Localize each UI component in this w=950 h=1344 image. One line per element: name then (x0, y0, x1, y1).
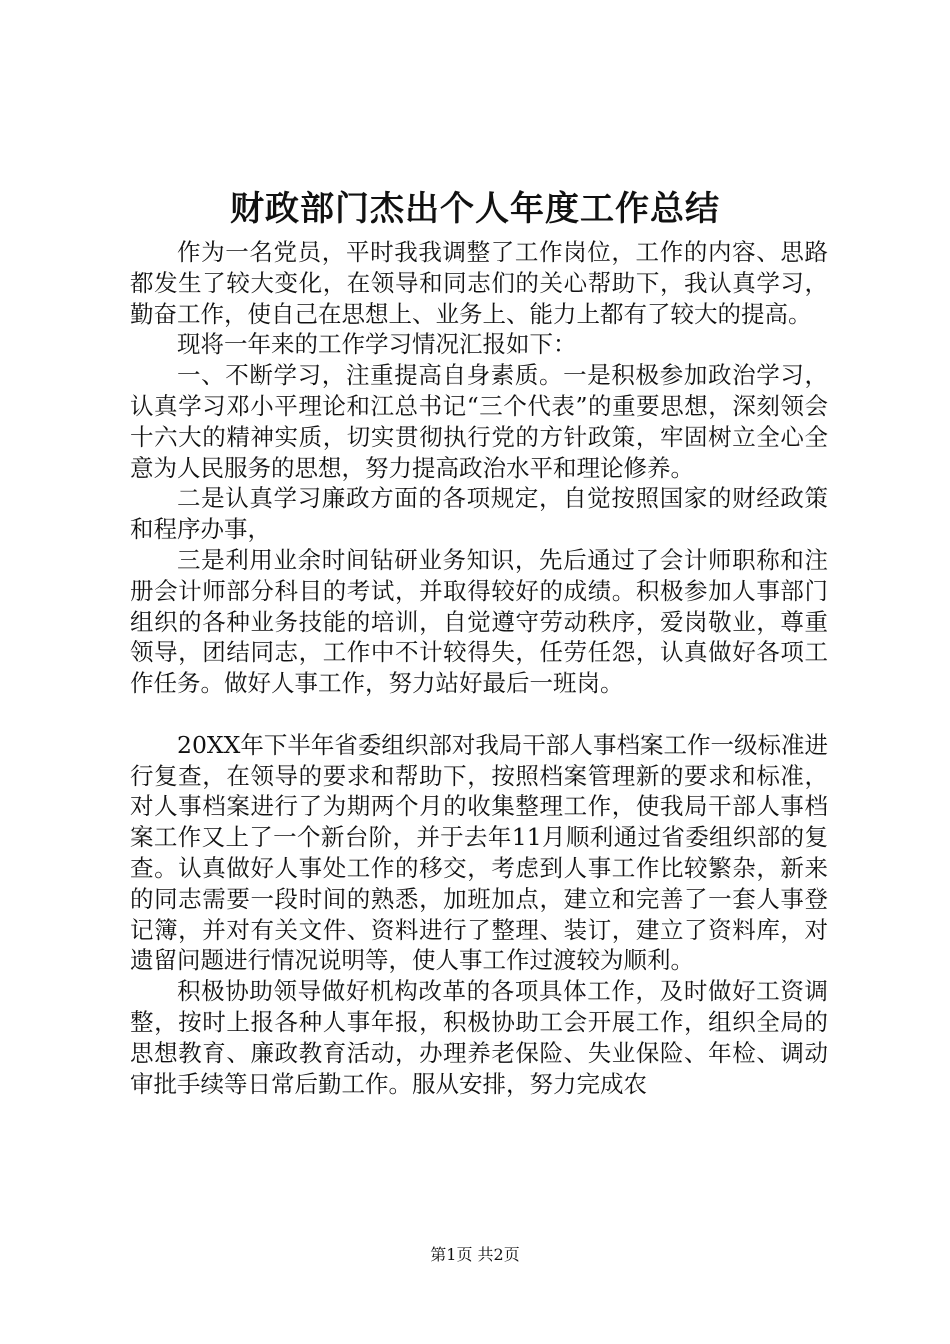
document-title: 财政部门杰出个人年度工作总结 (230, 189, 720, 229)
page-number: 第1页 共2页 (430, 1245, 520, 1264)
paragraph-study: 一、不断学习，注重提高自身素质。一是积极参加政治学习，认真学习邓小平理论和江总书记“三个代表”的重要思想，深刻领会十六大的精神实质，切实贯彻执行党的方针政策，牢固树立全心全意为人民服务的思想，努力提高政治水平和理论修养。 (130, 361, 828, 482)
paragraph-intro: 作为一名党员，平时我我调整了工作岗位，工作的内容、思路都发生了较大变化，在领导和同志们的关心帮助下，我认真学习，勤奋工作，使自己在思想上、业务上、能力上都有了较大的提高。 (130, 238, 828, 328)
paragraph-integrity: 二是认真学习廉政方面的各项规定，自觉按照国家的财经政策和程序办事， (130, 484, 828, 544)
paragraph-archives: 20XX年下半年省委组织部对我局干部人事档案工作一级标准进行复查，在领导的要求和帮助下，按照档案管理新的要求和标准，对人事档案进行了为期两个月的收集整理工作，使我局干部人事档案工作又上了一个新台阶，并于去年11月顺利通过省委组织部的复查。认真做好人事处工作的移交，考虑到人事工作比较繁杂，新来的同志需要一段时间的熟悉，加班加点，建立和完善了一套人事登记簿，并对有关文件、资料进行了整理、装订，建立了资料库，对遗留问题进行情况说明等，使人事工作过渡较为顺利。 (130, 730, 828, 975)
paragraph-reform: 积极协助领导做好机构改革的各项具体工作，及时做好工资调整，按时上报各种人事年报，积极协助工会开展工作，组织全局的思想教育、廉政教育活动，办理养老保险、失业保险、年检、调动审批手续等日常后勤工作。服从安排，努力完成农 (130, 977, 828, 1098)
paragraph-report-lead: 现将一年来的工作学习情况汇报如下： (177, 330, 577, 359)
paragraph-skills: 三是利用业余时间钻研业务知识，先后通过了会计师职称和注册会计师部分科目的考试，并取得较好的成绩。积极参加人事部门组织的各种业务技能的培训，自觉遵守劳动秩序，爱岗敬业，尊重领导，团结同志，工作中不计较得失，任劳任怨，认真做好各项工作任务。做好人事工作，努力站好最后一班岗。 (130, 545, 828, 698)
document-body (130, 237, 828, 1099)
paragraph-spacer (130, 699, 828, 730)
